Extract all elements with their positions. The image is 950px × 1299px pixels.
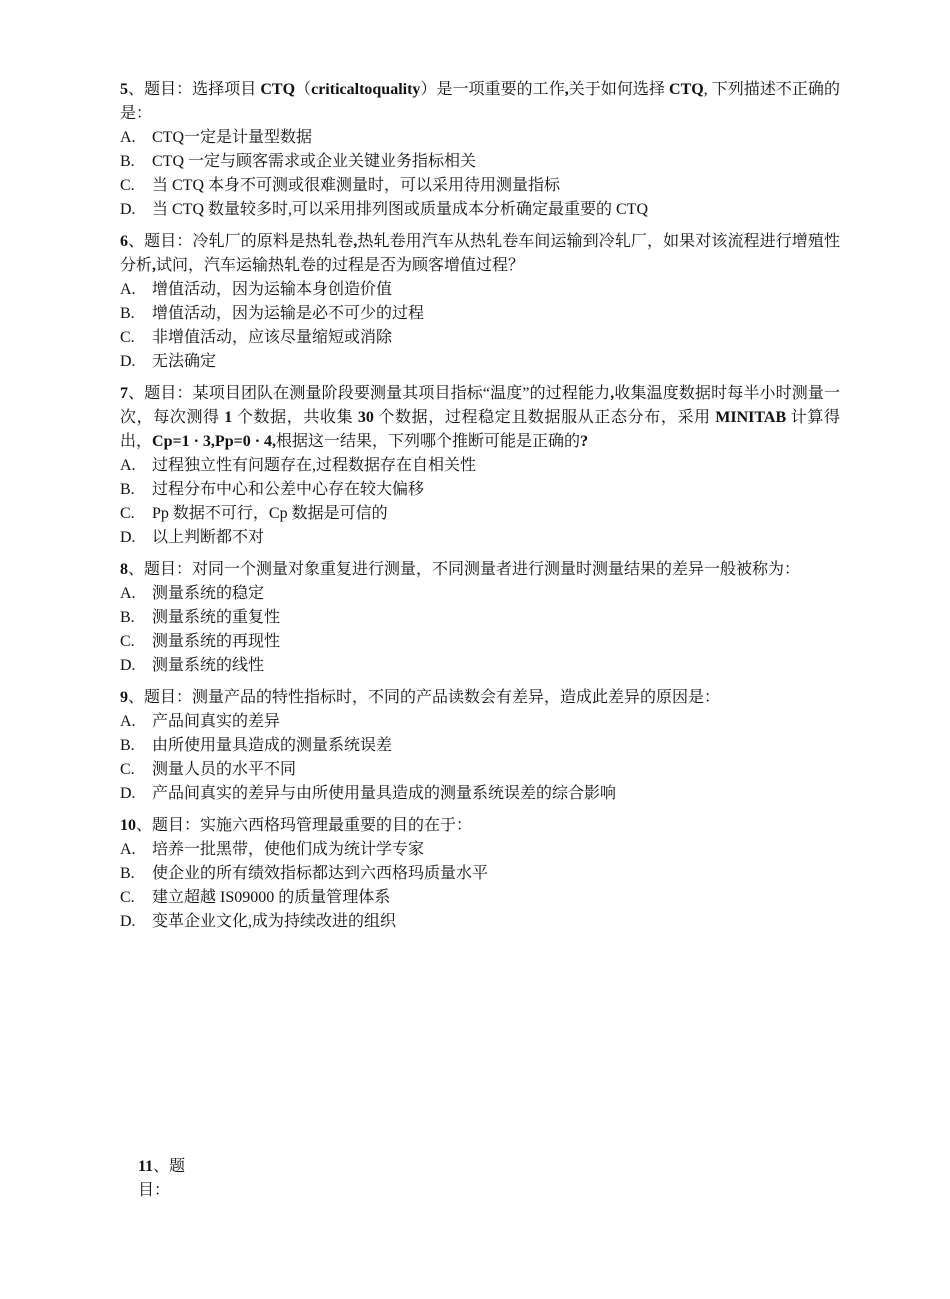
- question-number: 5: [120, 81, 128, 98]
- option-letter: C.: [120, 633, 135, 650]
- option-text: 使企业的所有绩效指标都达到六西格玛质量水平: [152, 865, 489, 882]
- option-letter: C.: [120, 761, 135, 778]
- option-text: 增值活动，因为运输本身创造价值: [152, 281, 393, 298]
- option-letter: A.: [120, 585, 136, 602]
- option-text: 测量系统的线性: [152, 657, 265, 674]
- question-stem: [120, 78, 840, 126]
- option-letter: D.: [120, 785, 136, 802]
- option-text: 当 CTQ 数量较多时,可以采用排列图或质量成本分析确定最重要的 CTQ: [152, 201, 649, 218]
- option-text: 产品间真实的差异与由所使用量具造成的测量系统误差的综合影响: [152, 785, 617, 802]
- stem-text: 收集温度数据时每半小时测量一次，每次测得: [120, 385, 840, 426]
- question-stem: [120, 814, 840, 838]
- option-text: 无法确定: [152, 353, 217, 370]
- stem-text: 、题目：实施六西格玛管理最重要的目的在于：: [136, 817, 473, 834]
- option-text: 培养一批黑带，使他们成为统计学专家: [152, 841, 425, 858]
- stem-text: 1: [224, 409, 233, 426]
- option-letter: C.: [120, 889, 135, 906]
- option-text: Pp 数据不可行，Cp 数据是可信的: [152, 505, 388, 522]
- option-text: 以上判断都不对: [152, 529, 265, 546]
- stem-text: 关于如何选择: [568, 81, 670, 98]
- answer-option: [120, 782, 840, 806]
- option-text: 当 CTQ 本身不可测或很难测量时，可以采用待用测量指标: [152, 177, 561, 194]
- stem-text: ?: [580, 433, 589, 450]
- answer-option: [120, 758, 840, 782]
- option-text: 测量人员的水平不同: [152, 761, 297, 778]
- stem-text: 、题目：冷轧厂的原料是热轧卷: [128, 233, 354, 250]
- question-stem: [120, 686, 840, 710]
- question-number: 11: [138, 1158, 154, 1175]
- stem-text: 、题目：选择项目: [128, 81, 261, 98]
- option-letter: B.: [120, 609, 135, 626]
- stem-text: CTQ: [669, 81, 704, 98]
- option-text: 过程独立性有问题存在,过程数据存在自相关性: [152, 457, 477, 474]
- stem-text: 根据这一结果，下列哪个推断可能是正确的: [276, 433, 581, 450]
- option-text: 测量系统的重复性: [152, 609, 281, 626]
- answer-option: [120, 502, 840, 526]
- option-letter: A.: [120, 129, 136, 146]
- answer-option: [120, 630, 840, 654]
- stem-text: , 下列描述不正确的是：: [120, 81, 840, 122]
- stem-text: Cp=1 · 3,Pp=0 · 4,: [152, 433, 277, 450]
- stem-text: 个数据，共收集: [232, 409, 358, 426]
- answer-option: [120, 606, 840, 630]
- question-6: [120, 230, 840, 374]
- option-text: 由所使用量具造成的测量系统误差: [152, 737, 393, 754]
- option-letter: A.: [120, 841, 136, 858]
- stem-text: ,: [610, 385, 615, 402]
- option-letter: B.: [120, 737, 135, 754]
- stem-text: 、题目：某项目团队在测量阶段要测量其项目指标“温度”的过程能力: [128, 385, 611, 402]
- option-letter: D.: [120, 201, 136, 218]
- option-text: 过程分布中心和公差中心存在较大偏移: [152, 481, 425, 498]
- question-stem: [120, 230, 840, 278]
- option-text: 建立超越 IS09000 的质量管理体系: [152, 889, 391, 906]
- question-number: 8: [120, 561, 128, 578]
- option-text: 产品间真实的差异: [152, 713, 281, 730]
- option-text: 增值活动，因为运输是必不可少的过程: [152, 305, 425, 322]
- option-letter: B.: [120, 481, 135, 498]
- option-letter: B.: [120, 865, 135, 882]
- option-letter: C.: [120, 505, 135, 522]
- answer-option: [120, 710, 840, 734]
- option-text: 非增值活动，应该尽量缩短或消除: [152, 329, 393, 346]
- answer-option: [120, 654, 840, 678]
- stem-text: 热轧卷用汽车从热轧卷车间运输到冷轧厂，如果对该流程进行增殖性分析: [120, 233, 840, 274]
- question-number: 6: [120, 233, 128, 250]
- answer-option: [120, 478, 840, 502]
- answer-option: [120, 278, 840, 302]
- option-text: CTQ一定是计量型数据: [152, 129, 313, 146]
- stem-text: 30: [357, 409, 374, 426]
- option-letter: C.: [120, 177, 135, 194]
- question-7: [120, 382, 840, 550]
- stem-text: MINITAB: [715, 409, 787, 426]
- option-letter: D.: [120, 657, 136, 674]
- question-9: [120, 686, 840, 806]
- answer-option: [120, 734, 840, 758]
- question-stem: [120, 382, 840, 454]
- stem-text: ）是一项重要的工作: [420, 81, 565, 98]
- answer-option: [120, 150, 840, 174]
- option-letter: A.: [120, 713, 136, 730]
- answer-option: [120, 302, 840, 326]
- stem-text: 个数据，过程稳定且数据服从正态分布，采用: [373, 409, 716, 426]
- answer-option: [120, 174, 840, 198]
- answer-option: [120, 838, 840, 862]
- stem-text: （: [295, 81, 312, 98]
- answer-option: [120, 198, 840, 222]
- question-11: [138, 1155, 198, 1203]
- answer-option: [120, 582, 840, 606]
- option-text: 变革企业文化,成为持续改进的组织: [152, 913, 397, 930]
- question-stem: [120, 558, 840, 582]
- question-10: [120, 814, 840, 934]
- exam-page: [120, 78, 840, 942]
- stem-text: CTQ: [260, 81, 296, 98]
- option-text: 测量系统的再现性: [152, 633, 281, 650]
- question-stem: 、题目：: [138, 1158, 186, 1199]
- option-text: 测量系统的稳定: [152, 585, 265, 602]
- question-8: [120, 558, 840, 678]
- answer-option: [120, 454, 840, 478]
- option-letter: D.: [120, 353, 136, 370]
- option-letter: A.: [120, 281, 136, 298]
- option-letter: B.: [120, 153, 135, 170]
- answer-option: [120, 862, 840, 886]
- answer-option: [120, 910, 840, 934]
- stem-text: ,: [353, 233, 358, 250]
- option-letter: C.: [120, 329, 135, 346]
- option-letter: D.: [120, 913, 136, 930]
- option-text: CTQ 一定与顾客需求或企业关键业务指标相关: [152, 153, 477, 170]
- stem-text: 计算得出，: [120, 409, 840, 450]
- answer-option: [120, 326, 840, 350]
- question-5: [120, 78, 840, 222]
- stem-text: criticaltoquality: [311, 81, 421, 98]
- stem-text: 试问，汽车运输热轧卷的过程是否为顾客增值过程？: [156, 257, 525, 274]
- question-number: 10: [120, 817, 136, 834]
- option-letter: B.: [120, 305, 135, 322]
- stem-text: ,: [564, 81, 569, 98]
- stem-text: 、题目：测量产品的特性指标时，不同的产品读数会有差异，造成此差异的原因是：: [128, 689, 721, 706]
- stem-text: 、题目：对同一个测量对象重复进行测量，不同测量者进行测量时测量结果的差异一般被称为：: [128, 561, 801, 578]
- answer-option: [120, 886, 840, 910]
- stem-text: ,: [152, 257, 157, 274]
- answer-option: [120, 526, 840, 550]
- answer-option: [120, 126, 840, 150]
- answer-option: [120, 350, 840, 374]
- option-letter: D.: [120, 529, 136, 546]
- option-letter: A.: [120, 457, 136, 474]
- question-number: 7: [120, 385, 128, 402]
- question-number: 9: [120, 689, 128, 706]
